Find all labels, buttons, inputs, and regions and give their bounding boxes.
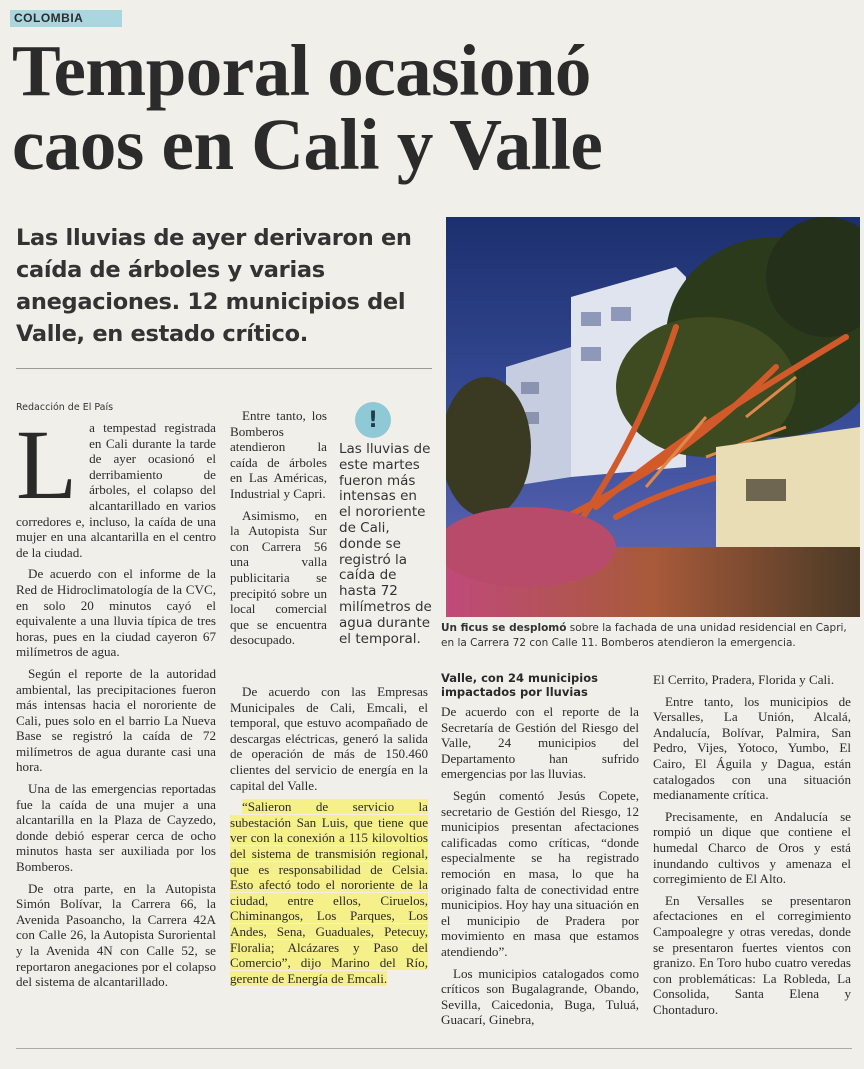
paragraph: De otra parte, en la Autopista Simón Bolívar, la Carrera 66, la Avenida Pasoancho, la Carrera 42A con Calle 26, la Autopista Suroriental y la Avenida 4N con Calle 52, se reportaron anegaciones por el colapso del sistema de alcantarillado. [16,880,216,990]
paragraph: De acuerdo con el informe de la Red de Hidroclimatología de la CVC, en solo 20 minutos cayó el equivalente a una lluvia típica de tres horas, pues en la ciudad cayeron 67 milímetros de agua. [16,566,216,660]
deck-divider [16,368,432,369]
photo-caption [441,621,857,651]
lead-paragraph [16,409,216,560]
paragraph: Según el reporte de la autoridad ambiental, las precipitaciones fueron más intensas hacia el nororiente de Cali, pues solo en el barrio La Nueva Base se registró la caída de 72 milímetros de agua durante casi una hora. [16,665,216,775]
article-column-4 [441,704,639,1034]
paragraph: Según comentó Jesús Copete, secretario de Gestión del Riesgo, 12 municipios presentan afectaciones calificadas como críticas, “donde especialmente se ha registrado remoción en masa, lo que ha originado falta de conectividad entre municipios. Hoy hay una situación en el municipio de Pradera por movimiento en masa que estamos atendiendo”. [441,787,639,959]
headline-line-1: Temporal ocasionó [12,30,591,111]
page-bottom-rule [16,1048,852,1049]
paragraph: Los municipios catalogados como críticos son Bugalagrande, Obando, Sevilla, Caicedonia, Buga, Tuluá, Guacarí, Ginebra, [441,965,639,1028]
paragraph: De acuerdo con el reporte de la Secretaría de Gestión del Riesgo del Valle, 24 municipios del Departamento han sufrido emergencias por las lluvias. [441,704,639,782]
news-photo [446,217,860,617]
pull-quote-text: Las lluvias de este martes fueron más intensas en el nororiente de Cali, donde se registró la caída de hasta 72 milímetros de agua durante el temporal. [339,441,432,647]
paragraph: El Cerrito, Pradera, Florida y Cali. [653,672,835,687]
headline-line-2: caos en Cali y Valle [12,104,603,185]
paragraph: De acuerdo con las Empresas Municipales de Cali, Emcali, el temporal, que estuvo acompañado de descargas eléctricas, generó la salida de operación de más de 150.460 clientes del servicio de energía en la capital del Valle. [230,684,428,793]
section-tag: COLOMBIA [10,10,122,27]
article-column-2 [230,408,327,654]
paragraph: En Versalles se presentaron afectaciones en el corregimiento Campoalegre y otras veredas, donde se presentaron fuertes vientos con granizo. En Toro hubo cuatro veredas con problemáticas: La Robleda, La Consolida, Santa Elena y Chontaduro. [653,892,851,1017]
paragraph: Entre tanto, los municipios de Versalles, La Unión, Alcalá, Andalucía, Bolívar, Palmira, San Pedro, Vijes, Yotoco, Yumbo, El Cairo, El Águila y Dagua, están catalogados con una situación medianamente crítica. [653,693,851,803]
paragraph: Entre tanto, los Bomberos atendieron la caída de árboles en Las Américas, Industrial y Capri. [230,408,327,501]
article-column-5 [653,672,851,1023]
paragraph: Precisamente, en Andalucía se rompió un dique que contiene el humedal Charco de Oros y está inundando cultivos y amenaza el corregimiento de El Alto. [653,808,851,887]
pull-quote [339,402,433,647]
lead-text: a tempestad registrada en Cali durante la tarde de ayer ocasionó el derribamiento de árboles, el colapso del alcantarillado en varios corredores e, incluso, la caída de una mujer en una alcantarilla en el centro de la ciudad. [16,420,216,560]
paragraph: Una de las emergencias reportadas fue la caída de una mujer a una alcantarilla en la Plaza de Cayzedo, donde debió esperar cerca de ocho minutos hasta ser auxiliada por los Bomberos. [16,781,216,875]
caption-lead: Un ficus se desplomó [441,622,567,634]
highlighted-quote [230,799,428,986]
deck: Las lluvias de ayer derivaron en caída de árboles y varias anegaciones. 12 municipios del Valle, en estado crítico. [16,225,412,347]
subhead: Valle, con 24 municipios impactados por lluvias [441,671,598,699]
article-column-3 [230,684,428,992]
article-column-1 [16,409,216,996]
byline: Redacción de El País [16,402,114,413]
headline [12,30,852,185]
caption-text: sobre la fachada de una unidad residencial en Capri, en la Carrera 72 con Calle 11. Bomberos atendieron la emergencia. [441,622,847,649]
drop-cap: L [16,409,78,520]
highlighted-quote-text: “Salieron de servicio la subestación San Luis, que tiene que ver con la conexión a 115 kilovoltios del sistema de transmisión regional, que es responsabilidad de Celsia. Esto afectó todo el nororiente de la ciudad, entre ellos, Ciruelos, Chiminangos, Los Parques, Los Andes, Sena, Guaduales, Petecuy, Floralia; Alcázares y Paso del Comercio”, dijo Marino del Río, gerente de Energía de Emcali. [230,799,428,986]
fallen-tree-photo [446,217,860,617]
paragraph: Asimismo, en la Autopista Sur con Carrera 56 una valla publicitaria se precipitó sobre un local comercial que se encuentra desocupado. [230,507,327,648]
exclamation-icon: ! [355,402,391,438]
